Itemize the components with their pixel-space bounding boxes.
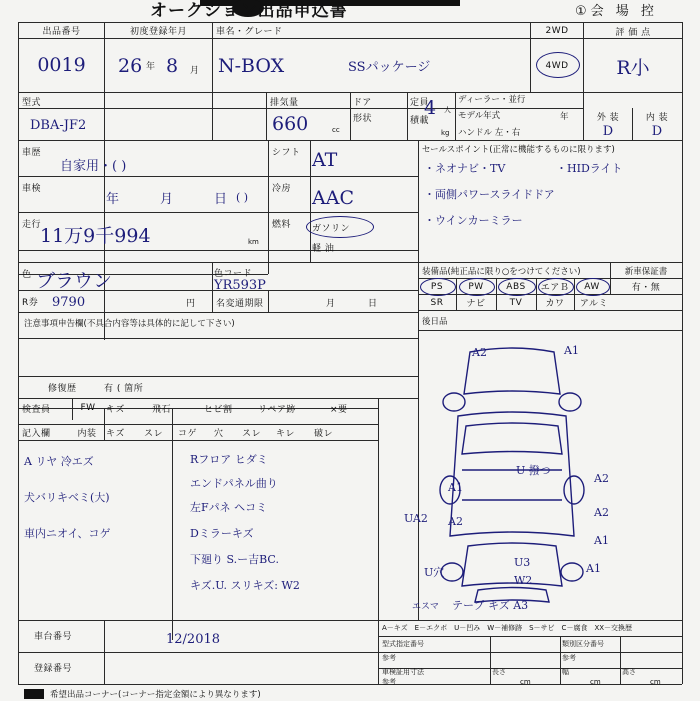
header-right-label: ①会 場 控 — [575, 4, 658, 19]
model-year-label: モデル年式 — [458, 111, 501, 122]
chassis-value: 12/2018 — [166, 631, 221, 647]
lot-number-value: 0019 — [37, 54, 86, 76]
lot-number-label: 出品番号 — [42, 26, 81, 37]
diagram-mark-4: U 撥つ — [516, 464, 551, 477]
displacement-label: 排気量 — [270, 97, 299, 108]
damage-note-mid-3: Dミラーキズ — [190, 527, 254, 540]
equipment-aw[interactable]: AW — [584, 281, 600, 292]
diagram-mark-3: A2 — [448, 514, 463, 528]
diagram-mark-6: A2 — [594, 505, 609, 519]
load-label: 積載 — [410, 115, 430, 126]
equipment-alumi[interactable]: アルミ — [579, 299, 609, 309]
chassis-label: 車台番号 — [34, 631, 73, 642]
color-code-value: YR593P — [214, 277, 266, 293]
first-registration-month: 8 — [166, 55, 179, 77]
footer-unit-width: cm — [590, 678, 601, 686]
drive-4wd-label: 4WD — [545, 61, 569, 71]
footer-label-0b: 類別区分番号 — [562, 640, 604, 648]
header-logo: オークション出品申込書 — [150, 1, 348, 21]
color-value: ブラウン — [36, 269, 113, 292]
diagram-mark-10: W2 — [514, 573, 533, 587]
notes-label: 注意事項申告欄(不具合内容等は具体的に記して下さい) — [24, 319, 235, 329]
sales-point-1: ・両側パワースライドドア — [424, 188, 555, 201]
color-code-label: 色コード — [214, 268, 253, 279]
car-name-value: N-BOX — [218, 55, 285, 77]
damage-note-mid-2: 左Fパネ ヘコミ — [190, 501, 268, 514]
insp-row2-3[interactable]: 穴 — [214, 428, 224, 439]
ac-label: 冷房 — [272, 183, 292, 194]
name-change-month: 月 — [326, 298, 336, 309]
model-year-unit: 年 — [560, 112, 569, 122]
sales-point-3: ・HIDライト — [556, 162, 623, 175]
inspection-month: 月 — [160, 191, 174, 207]
equipment-airbag[interactable]: エアＢ — [540, 283, 570, 293]
equipment-aw-circle-mark — [576, 278, 610, 296]
diagram-legend: A－キズ E－エクボ U－凹み W－補修跡 S－サビ C－腐食 XX－交換歴 — [382, 624, 633, 632]
header-bar — [0, 0, 700, 20]
history-label: 車歴 — [22, 147, 42, 158]
footer-label-2: 車検証用寸法 — [382, 668, 424, 676]
insp-row1-2[interactable]: ヒビ割 — [204, 404, 233, 415]
inspection-year: 年 — [106, 191, 120, 207]
displacement-value: 660 — [272, 113, 309, 135]
footer-label-1: 参考 — [382, 654, 396, 662]
writer-label: 記入欄 — [22, 428, 51, 439]
r-coupon-value: 9790 — [52, 294, 86, 310]
interior-label: 内 装 — [645, 112, 669, 123]
footer-label-0: 型式指定番号 — [382, 640, 424, 648]
insp-row1-0[interactable]: キズ — [106, 404, 125, 415]
equipment-pw[interactable]: PW — [468, 281, 484, 292]
diagram-mark-8: UA2 — [404, 511, 428, 525]
footer-unit-height: cm — [650, 678, 661, 686]
diagram-mark-5: A2 — [594, 471, 609, 485]
equipment-ps[interactable]: PS — [430, 281, 444, 292]
repair-value: 有 ( 箇所 — [104, 383, 144, 394]
footer-label-3: 参考 — [382, 678, 396, 686]
month-unit: 月 — [190, 65, 200, 76]
damage-note-mid-4: 下廻り S.ー吉BC. — [190, 553, 279, 566]
insp-row1-1[interactable]: 飛石 — [152, 404, 172, 415]
model-value: DBA-JF2 — [30, 117, 87, 133]
r-coupon-label: R券 — [22, 297, 39, 308]
bullet-icon — [24, 687, 48, 701]
insp-row1-3[interactable]: リペア跡 — [258, 404, 296, 415]
footer-length-label: 長さ — [492, 668, 506, 676]
equipment-label: 装備品(純正品に限り○をつけてください) — [422, 267, 581, 277]
insp-row2-4[interactable]: スレ — [242, 428, 262, 439]
name-change-label: 名変通期限 — [216, 298, 264, 309]
equipment-abs-circle-mark — [498, 278, 536, 296]
footer-width-label: 幅 — [562, 668, 569, 676]
displacement-unit: cc — [332, 126, 340, 134]
damage-note-left-2: 車内ニオイ、コゲ — [24, 527, 111, 540]
name-change-day: 日 — [368, 298, 378, 309]
warranty-label: 新車保証書 — [624, 267, 668, 277]
ac-value: AAC — [312, 187, 354, 209]
rating-label: 評 価 点 — [615, 27, 651, 38]
grade-value: SSパッケージ — [348, 59, 431, 75]
equipment-pw-circle-mark — [459, 278, 495, 296]
diagram-mark-12: A1 — [586, 561, 601, 575]
fuel-label: 燃料 — [272, 219, 292, 230]
equipment-sr[interactable]: SR — [430, 297, 444, 308]
r-coupon-unit: 円 — [186, 298, 196, 309]
dealer-label: ディーラー・並行 — [458, 95, 526, 105]
insp-row2-6[interactable]: 破レ — [314, 428, 334, 439]
car-grade-label: 車名・グレード — [216, 26, 283, 37]
shift-label: シフト — [272, 147, 301, 158]
inspection-label: 車検 — [22, 183, 42, 194]
first-registration-label: 初度登録年月 — [129, 26, 187, 37]
equipment-abs[interactable]: ABS — [506, 281, 526, 292]
diagram-mark-11: U穴 — [424, 566, 445, 579]
model-label: 型式 — [22, 97, 42, 108]
equipment-airbag-circle-mark — [538, 278, 574, 296]
fw-label: FW — [80, 403, 96, 413]
damage-note-mid-5: キズ.U. スリキズ: W2 — [190, 579, 300, 592]
sales-points-label: セールスポイント(正常に機能するものに限ります) — [422, 145, 615, 155]
inspector-label: 検査員 — [22, 404, 51, 415]
equipment-tv[interactable]: TV — [509, 297, 523, 308]
fuel-gasoline-circle-mark — [306, 216, 374, 238]
color-label: 色 — [22, 269, 32, 280]
handle-label: ハンドル 左・右 — [458, 128, 521, 138]
door-label: ドア — [353, 97, 372, 108]
post-delivery-label: 後日品 — [422, 317, 448, 327]
footer-unit-length: cm — [520, 678, 531, 686]
mileage-unit: km — [248, 238, 259, 246]
footer-height-label: 高さ — [622, 668, 636, 676]
year-unit: 年 — [146, 61, 156, 72]
seats-value: 4 — [424, 97, 437, 119]
sales-point-0: ・ネオナビ・TV — [424, 162, 506, 175]
insp-row2-0[interactable]: キズ — [106, 428, 125, 439]
insp-row2-5[interactable]: キレ — [276, 428, 295, 439]
interior-value: D — [651, 123, 663, 139]
drive-4wd-circle-mark — [536, 52, 580, 78]
equipment-navi[interactable]: ナビ — [466, 299, 486, 309]
shift-value: AT — [312, 149, 338, 171]
diagram-mark-0: A2 — [472, 345, 487, 359]
fuel-diesel-option[interactable]: 軽 油 — [312, 243, 335, 254]
equipment-ps-circle-mark — [420, 278, 456, 296]
diagram-mark-2: A1 — [448, 480, 463, 494]
equipment-leather[interactable]: カワ — [545, 299, 565, 309]
diagram-mark-14: テープ キズ A3 — [452, 599, 529, 612]
exterior-label: 外 装 — [596, 112, 620, 123]
damage-note-mid-0: Rフロア ヒダミ — [190, 453, 268, 466]
load-unit: kg — [441, 129, 450, 137]
inspection-paren: ( ) — [236, 190, 249, 204]
bottom-note: 希望出品コーナー(コーナー指定金額により異なります) — [50, 690, 261, 700]
seats-unit: 人 — [444, 106, 451, 114]
fuel-gasoline-option[interactable]: ガソリン — [312, 223, 351, 234]
inspection-day: 日 — [214, 191, 228, 207]
insp-row2-2[interactable]: コゲ — [178, 428, 198, 439]
damage-note-mid-1: エンドパネル曲り — [190, 477, 278, 490]
rating-value: R小 — [616, 56, 650, 79]
warranty-value[interactable]: 有・無 — [631, 283, 661, 293]
repair-label: 修復歴 — [48, 383, 77, 394]
diagram-mark-13: エスマ — [412, 601, 439, 612]
body-label: 形状 — [353, 113, 373, 124]
history-value: 自家用・( ) — [60, 158, 127, 174]
mileage-label: 走行 — [22, 219, 42, 230]
insp-row2-1[interactable]: スレ — [144, 428, 164, 439]
interior-section-label: 内装 — [77, 428, 97, 439]
diagram-mark-9: U3 — [514, 555, 531, 569]
seats-label: 定員 — [410, 97, 430, 108]
damage-note-left-1: 犬バリキベミ(大) — [24, 491, 110, 504]
drive-2wd-label: 2WD — [545, 26, 569, 36]
diagram-mark-1: A1 — [564, 343, 579, 357]
sales-point-2: ・ウインカーミラー — [424, 214, 523, 227]
footer-label-1b: 参考 — [562, 654, 576, 662]
damage-note-left-0: A リヤ 冷エズ — [24, 455, 94, 468]
mileage-value: 11万9千994 — [40, 224, 151, 247]
diagram-mark-7: A1 — [594, 533, 609, 547]
exterior-value: D — [602, 123, 614, 139]
insp-row1-4[interactable]: ×要 — [330, 404, 348, 415]
registration-label: 登録番号 — [34, 663, 73, 674]
first-registration-year: 26 — [118, 55, 143, 77]
